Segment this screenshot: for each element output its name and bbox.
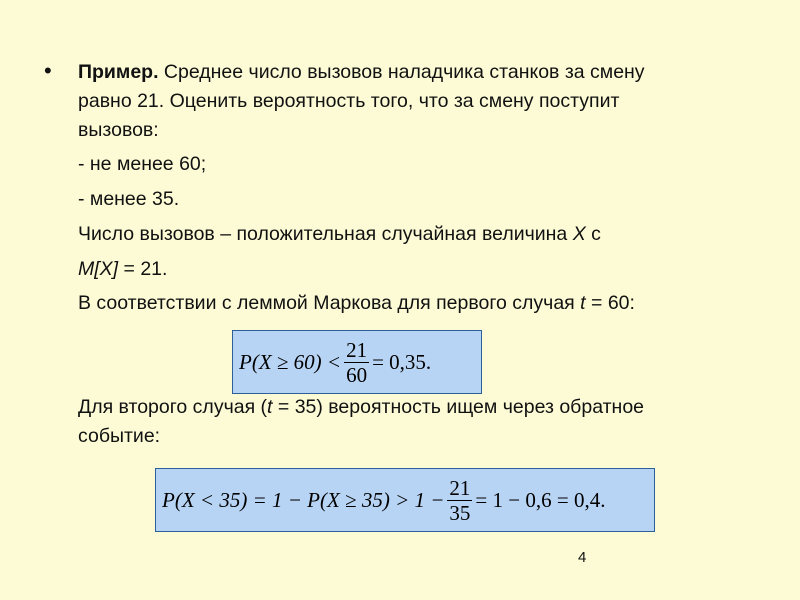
- second-case-text: Для второго случая (: [78, 396, 268, 418]
- random-variable-symbol: X: [572, 223, 586, 245]
- expectation-line: [78, 255, 167, 284]
- bullet-dot: •: [44, 58, 52, 83]
- item-1: - не менее 60;: [78, 153, 207, 175]
- second-case-line-2: событие:: [78, 425, 161, 447]
- markov-text: В соответствии с леммой Маркова для первого случая: [78, 292, 581, 314]
- formula1-lhs: P(X ≥ 60) <: [239, 349, 342, 374]
- markov-t-symbol: t: [580, 292, 586, 314]
- random-variable-text: Число вызовов – положительная случайная величина: [78, 223, 573, 245]
- formula2-denominator: 35: [449, 500, 471, 525]
- markov-line: [78, 289, 635, 318]
- item-2: - менее 35.: [78, 188, 180, 210]
- formula2-numerator: 21: [449, 475, 471, 500]
- intro-line-2: равно 21. Оценить вероятность того, что за смену поступит: [78, 90, 620, 112]
- intro-paragraph: [78, 58, 645, 145]
- example-label: Пример.: [78, 61, 159, 83]
- formula-second-case: [155, 468, 655, 532]
- formula1-denominator: 60: [346, 362, 368, 387]
- formula1-rhs: = 0,35.: [372, 349, 432, 374]
- second-case-t-symbol: t: [267, 396, 273, 418]
- formula1-fraction: [344, 338, 369, 387]
- formula-first-case: [232, 330, 482, 394]
- second-case-paragraph: [78, 393, 644, 451]
- expectation-symbol: M[X]: [78, 258, 119, 280]
- formula2-rhs: = 1 − 0,6 = 0,4.: [475, 487, 606, 512]
- formula2-lhs: P(X < 35) = 1 − P(X ≥ 35) > 1 −: [162, 487, 445, 512]
- page-number: 4: [578, 549, 587, 566]
- random-variable-tail: с: [585, 223, 601, 245]
- markov-t-value: = 60:: [585, 292, 635, 314]
- random-variable-line: [78, 220, 601, 249]
- formula1-numerator: 21: [346, 337, 368, 362]
- intro-line-1: Среднее число вызовов наладчика станков за смену: [158, 61, 645, 83]
- second-case-text-tail: = 35) вероятность ищем через обратное: [272, 396, 645, 418]
- formula2-fraction: [447, 476, 472, 525]
- intro-line-3: вызовов:: [78, 119, 159, 141]
- expectation-value: = 21.: [118, 258, 168, 280]
